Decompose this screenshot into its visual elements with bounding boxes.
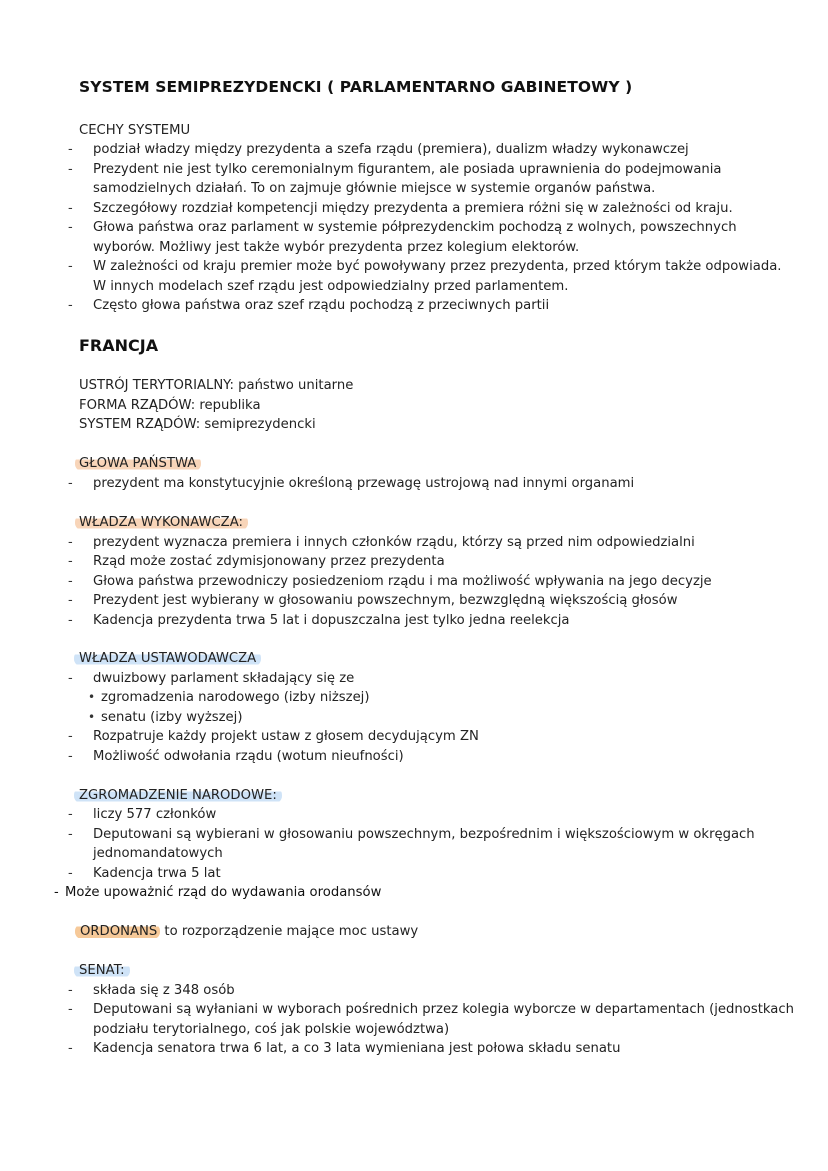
list-item: podział władzy między prezydenta a szefa rządu (premiera), dualizm władzy wykonawczej xyxy=(93,142,689,157)
list-item: prezydent ma konstytucyjnie określoną przewagę ustrojową nad innymi organami xyxy=(93,476,635,491)
page-title: SYSTEM SEMIPREZYDENCKI ( PARLAMENTARNO GABINETOWY ) xyxy=(79,78,633,96)
sub-list-item: senatu (izby wyższej) xyxy=(101,710,243,725)
list-item: Prezydent jest wybierany w głosowaniu powszechnym, bezwzględną większością głosów xyxy=(93,593,678,608)
list-item: Może upoważnić rząd do wydawania orodansów xyxy=(65,885,382,900)
dash-marker: - xyxy=(54,885,59,900)
list-item: składa się z 348 osób xyxy=(93,983,235,998)
list-item-continuation: samodzielnych działań. To on zajmuje głównie miejsce w systemie organów państwa. xyxy=(93,181,656,196)
dash-marker: - xyxy=(68,162,73,177)
list-item: Kadencja senatora trwa 6 lat, a co 3 lata wymieniana jest połowa składu senatu xyxy=(93,1041,621,1056)
list-item: prezydent wyznacza premiera i innych członków rządu, którzy są przed nim odpowiedzialni xyxy=(93,535,695,550)
dash-marker: - xyxy=(68,983,73,998)
dash-marker: - xyxy=(68,142,73,157)
info-line: SYSTEM RZĄDÓW: semiprezydencki xyxy=(79,417,316,432)
bullet-marker: • xyxy=(88,690,96,704)
ordinance-definition xyxy=(80,922,418,942)
dash-marker: - xyxy=(68,476,73,491)
dash-marker: - xyxy=(68,749,73,764)
senate-heading xyxy=(79,961,130,981)
dash-marker: - xyxy=(68,259,73,274)
dash-marker: - xyxy=(68,1041,73,1056)
assembly-heading xyxy=(79,786,282,806)
dash-marker: - xyxy=(68,807,73,822)
list-item: liczy 577 członków xyxy=(93,807,217,822)
list-item: Głowa państwa oraz parlament w systemie półprezydenckim pochodzą z wolnych, powszechnych xyxy=(93,220,737,235)
list-item: Deputowani są wyłaniani w wyborach pośrednich przez kolegia wyborcze w departamentach (jednostkach xyxy=(93,1002,794,1017)
list-item-continuation: podziału terytorialnego, coś jak polskie województwa) xyxy=(93,1022,450,1037)
dash-marker: - xyxy=(68,554,73,569)
list-item: Możliwość odwołania rządu (wotum nieufności) xyxy=(93,749,404,764)
ordinance-text: to rozporządzenie mające moc ustawy xyxy=(160,924,419,939)
list-item: Prezydent nie jest tylko ceremonialnym figurantem, ale posiada uprawnienia do podejmowania xyxy=(93,162,722,177)
info-line: FORMA RZĄDÓW: republika xyxy=(79,398,261,413)
list-item-continuation: W innych modelach szef rządu jest odpowiedzialny przed parlamentem. xyxy=(93,279,569,294)
list-item: W zależności od kraju premier może być powoływany przez prezydenta, przed którym także odpowiada. xyxy=(93,259,782,274)
dash-marker: - xyxy=(68,729,73,744)
list-item-continuation: jednomandatowych xyxy=(93,846,223,861)
dash-marker: - xyxy=(68,671,73,686)
dash-marker: - xyxy=(68,298,73,313)
list-item: Deputowani są wybierani w głosowaniu powszechnym, bezpośrednim i większościowym w okręgach xyxy=(93,827,755,842)
list-item: Rząd może zostać zdymisjonowany przez prezydenta xyxy=(93,554,445,569)
list-item: dwuizbowy parlament składający się ze xyxy=(93,671,355,686)
list-item: Kadencja prezydenta trwa 5 lat i dopuszczalna jest tylko jedna reelekcja xyxy=(93,613,570,628)
dash-marker: - xyxy=(68,866,73,881)
dash-marker: - xyxy=(68,574,73,589)
highlight-marker: SENAT: xyxy=(74,963,130,978)
list-item: Rozpatruje każdy projekt ustaw z głosem decydującym ZN xyxy=(93,729,479,744)
ordinance-term: ORDONANS xyxy=(75,924,160,939)
highlight-marker: WŁADZA WYKONAWCZA: xyxy=(75,515,248,530)
info-line: USTRÓJ TERYTORIALNY: państwo unitarne xyxy=(79,378,354,393)
executive-heading xyxy=(79,513,248,533)
dash-marker: - xyxy=(68,827,73,842)
highlight-marker: ZGROMADZENIE NARODOWE: xyxy=(74,788,282,803)
list-item: Szczegółowy rozdział kompetencji między prezydenta a premiera różni się w zależności od kraju. xyxy=(93,201,733,216)
dash-marker: - xyxy=(68,1002,73,1017)
bullet-marker: • xyxy=(88,710,96,724)
section-heading-france: FRANCJA xyxy=(79,336,159,355)
highlight-marker: GŁOWA PAŃSTWA xyxy=(75,456,201,471)
highlight-marker: WŁADZA USTAWODAWCZA xyxy=(74,651,261,666)
list-item-continuation: wyborów. Możliwy jest także wybór prezydenta przez kolegium elektorów. xyxy=(93,240,580,255)
dash-marker: - xyxy=(68,201,73,216)
list-item: Często głowa państwa oraz szef rządu pochodzą z przeciwnych partii xyxy=(93,298,550,313)
features-heading: CECHY SYSTEMU xyxy=(79,123,191,138)
dash-marker: - xyxy=(68,613,73,628)
dash-marker: - xyxy=(68,535,73,550)
legislative-heading xyxy=(79,649,261,669)
sub-list-item: zgromadzenia narodowego (izby niższej) xyxy=(101,690,370,705)
head-of-state-heading xyxy=(79,454,201,474)
dash-marker: - xyxy=(68,220,73,235)
dash-marker: - xyxy=(68,593,73,608)
list-item: Głowa państwa przewodniczy posiedzeniom rządu i ma możliwość wpływania na jego decyzje xyxy=(93,574,712,589)
list-item: Kadencja trwa 5 lat xyxy=(93,866,221,881)
